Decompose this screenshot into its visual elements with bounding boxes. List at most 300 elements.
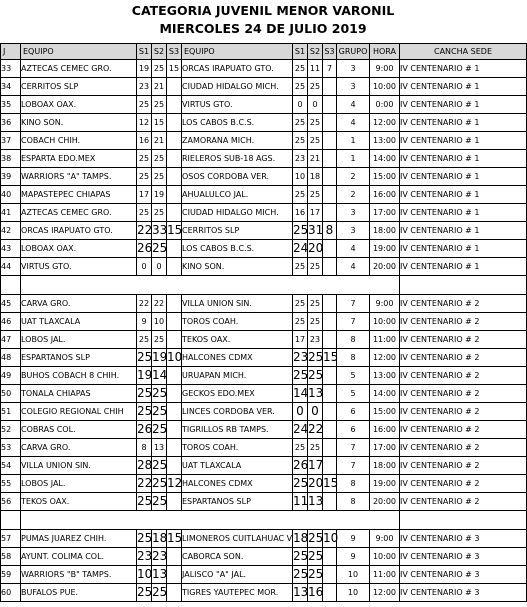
set3-away-cell bbox=[323, 258, 337, 276]
header-s3: S3 bbox=[167, 44, 182, 60]
set3-away-cell bbox=[323, 403, 337, 421]
set3-away-cell bbox=[323, 150, 337, 168]
set3-home-cell bbox=[167, 150, 182, 168]
time-cell: 15:00 bbox=[370, 168, 400, 186]
venue-cell: IV CENTENARIO # 2 bbox=[400, 403, 527, 421]
team-home-cell: WARRIORS "B" TAMPS. bbox=[21, 566, 137, 584]
set1-away-cell: 10 bbox=[293, 168, 308, 186]
set3-away-cell bbox=[323, 385, 337, 403]
spacer-cell bbox=[400, 276, 527, 295]
set3-home-cell: 10 bbox=[167, 349, 182, 367]
team-away-cell: LOS CABOS B.C.S. bbox=[182, 114, 293, 132]
match-number-cell: 58 bbox=[1, 548, 21, 566]
spacer-cell bbox=[137, 511, 152, 530]
set1-home-cell: 23 bbox=[137, 548, 152, 566]
set2-home-cell: 25 bbox=[152, 96, 167, 114]
set2-home-cell: 25 bbox=[152, 60, 167, 78]
spacer-cell bbox=[293, 276, 308, 295]
team-home-cell: PUMAS JUAREZ CHIH. bbox=[21, 530, 137, 548]
venue-cell: IV CENTENARIO # 2 bbox=[400, 457, 527, 475]
team-home-cell: COBACH CHIH. bbox=[21, 132, 137, 150]
time-cell: 10:00 bbox=[370, 313, 400, 331]
venue-cell: IV CENTENARIO # 1 bbox=[400, 240, 527, 258]
set2-away-cell: 17 bbox=[308, 457, 323, 475]
group-cell: 8 bbox=[337, 349, 370, 367]
spacer-cell bbox=[167, 276, 182, 295]
set3-home-cell bbox=[167, 168, 182, 186]
set1-away-cell: 25 bbox=[293, 367, 308, 385]
group-cell: 2 bbox=[337, 168, 370, 186]
set3-home-cell bbox=[167, 439, 182, 457]
set2-away-cell: 25 bbox=[308, 78, 323, 96]
set2-away-cell: 18 bbox=[308, 168, 323, 186]
page-title: CATEGORIA JUVENIL MENOR VARONIL bbox=[131, 3, 395, 18]
match-number-cell: 51 bbox=[1, 403, 21, 421]
set2-home-cell: 25 bbox=[152, 240, 167, 258]
table-row bbox=[1, 204, 527, 222]
table-row bbox=[1, 548, 527, 566]
match-number-cell: 40 bbox=[1, 186, 21, 204]
set3-away-cell bbox=[323, 493, 337, 511]
spacer-cell bbox=[293, 511, 308, 530]
group-cell: 10 bbox=[337, 566, 370, 584]
time-cell: 16:00 bbox=[370, 186, 400, 204]
match-number-cell: 47 bbox=[1, 331, 21, 349]
spacer-row bbox=[1, 511, 527, 530]
set3-away-cell bbox=[323, 367, 337, 385]
set3-home-cell bbox=[167, 331, 182, 349]
group-cell: 7 bbox=[337, 295, 370, 313]
set1-away-cell: 18 bbox=[293, 530, 308, 548]
set2-home-cell: 25 bbox=[152, 493, 167, 511]
group-cell: 4 bbox=[337, 240, 370, 258]
match-number-cell: 55 bbox=[1, 475, 21, 493]
set2-away-cell: 11 bbox=[308, 60, 323, 78]
team-home-cell: TEKOS OAX. bbox=[21, 493, 137, 511]
match-number-cell: 46 bbox=[1, 313, 21, 331]
team-home-cell: WARRIORS "A" TAMPS. bbox=[21, 168, 137, 186]
time-cell: 10:00 bbox=[370, 78, 400, 96]
table-row bbox=[1, 313, 527, 331]
set1-away-cell: 25 bbox=[293, 114, 308, 132]
set2-away-cell: 31 bbox=[308, 222, 323, 240]
team-home-cell: AZTECAS CEMEC GRO. bbox=[21, 204, 137, 222]
table-row bbox=[1, 349, 527, 367]
set3-home-cell bbox=[167, 548, 182, 566]
group-cell: 4 bbox=[337, 114, 370, 132]
set2-home-cell: 25 bbox=[152, 421, 167, 439]
set2-away-cell: 22 bbox=[308, 421, 323, 439]
set2-away-cell: 25 bbox=[308, 114, 323, 132]
group-cell: 8 bbox=[337, 493, 370, 511]
table-row bbox=[1, 78, 527, 96]
team-away-cell: LIMONEROS CUITLAHUAC V bbox=[182, 530, 293, 548]
match-number-cell: 41 bbox=[1, 204, 21, 222]
set1-away-cell: 25 bbox=[293, 60, 308, 78]
set1-home-cell: 8 bbox=[137, 439, 152, 457]
set1-home-cell: 25 bbox=[137, 403, 152, 421]
table-row bbox=[1, 186, 527, 204]
group-cell: 4 bbox=[337, 96, 370, 114]
venue-cell: IV CENTENARIO # 2 bbox=[400, 421, 527, 439]
set3-away-cell: 10 bbox=[323, 530, 337, 548]
team-home-cell: COBRAS COL. bbox=[21, 421, 137, 439]
spacer-cell bbox=[21, 511, 137, 530]
spacer-cell bbox=[308, 511, 323, 530]
table-row bbox=[1, 457, 527, 475]
set1-home-cell: 25 bbox=[137, 204, 152, 222]
match-number-cell: 42 bbox=[1, 222, 21, 240]
set1-away-cell: 25 bbox=[293, 222, 308, 240]
set2-away-cell: 25 bbox=[308, 132, 323, 150]
venue-cell: IV CENTENARIO # 1 bbox=[400, 96, 527, 114]
venue-cell: IV CENTENARIO # 2 bbox=[400, 295, 527, 313]
set2-away-cell: 13 bbox=[308, 385, 323, 403]
set3-away-cell bbox=[323, 457, 337, 475]
group-cell: 6 bbox=[337, 421, 370, 439]
set2-away-cell: 0 bbox=[308, 96, 323, 114]
set2-home-cell: 23 bbox=[152, 548, 167, 566]
match-number-cell: 56 bbox=[1, 493, 21, 511]
header-s2-b: S2 bbox=[308, 44, 323, 60]
set2-home-cell: 22 bbox=[152, 295, 167, 313]
set3-away-cell bbox=[323, 331, 337, 349]
match-number-cell: 53 bbox=[1, 439, 21, 457]
set1-home-cell: 25 bbox=[137, 385, 152, 403]
team-home-cell: VIRTUS GTO. bbox=[21, 258, 137, 276]
team-away-cell: TOROS COAH. bbox=[182, 439, 293, 457]
header-s1: S1 bbox=[137, 44, 152, 60]
team-away-cell: URUAPAN MICH. bbox=[182, 367, 293, 385]
group-cell: 3 bbox=[337, 222, 370, 240]
set1-away-cell: 25 bbox=[293, 313, 308, 331]
set1-home-cell: 0 bbox=[137, 258, 152, 276]
set1-away-cell: 25 bbox=[293, 132, 308, 150]
set1-home-cell: 16 bbox=[137, 132, 152, 150]
header-s2: S2 bbox=[152, 44, 167, 60]
set2-home-cell: 25 bbox=[152, 385, 167, 403]
table-row bbox=[1, 566, 527, 584]
set2-away-cell: 25 bbox=[308, 349, 323, 367]
set2-away-cell: 23 bbox=[308, 331, 323, 349]
table-row bbox=[1, 475, 527, 493]
set3-away-cell bbox=[323, 204, 337, 222]
team-away-cell: VIRTUS GTO. bbox=[182, 96, 293, 114]
set2-home-cell: 19 bbox=[152, 349, 167, 367]
match-number-cell: 43 bbox=[1, 240, 21, 258]
match-number-cell: 48 bbox=[1, 349, 21, 367]
time-cell: 16:00 bbox=[370, 421, 400, 439]
spacer-cell bbox=[400, 511, 527, 530]
set1-home-cell: 26 bbox=[137, 240, 152, 258]
set2-home-cell: 19 bbox=[152, 186, 167, 204]
team-away-cell: TIGRILLOS RB TAMPS. bbox=[182, 421, 293, 439]
set1-away-cell: 23 bbox=[293, 150, 308, 168]
match-number-cell: 49 bbox=[1, 367, 21, 385]
set1-away-cell: 13 bbox=[293, 584, 308, 602]
header-sede: CANCHA SEDE bbox=[400, 44, 527, 60]
match-number-cell: 60 bbox=[1, 584, 21, 602]
time-cell: 20:00 bbox=[370, 258, 400, 276]
team-home-cell: ORCAS IRAPUATO GTO. bbox=[21, 222, 137, 240]
schedule-table bbox=[0, 43, 527, 602]
spacer-cell bbox=[182, 511, 293, 530]
group-cell: 2 bbox=[337, 186, 370, 204]
set1-away-cell: 24 bbox=[293, 421, 308, 439]
set1-home-cell: 9 bbox=[137, 313, 152, 331]
set3-away-cell bbox=[323, 96, 337, 114]
set3-home-cell bbox=[167, 96, 182, 114]
match-number-cell: 50 bbox=[1, 385, 21, 403]
team-home-cell: BUFALOS PUE. bbox=[21, 584, 137, 602]
team-away-cell: CIUDAD HIDALGO MICH. bbox=[182, 78, 293, 96]
time-cell: 11:00 bbox=[370, 331, 400, 349]
set2-away-cell: 20 bbox=[308, 475, 323, 493]
venue-cell: IV CENTENARIO # 3 bbox=[400, 584, 527, 602]
set3-away-cell bbox=[323, 168, 337, 186]
match-number-cell: 37 bbox=[1, 132, 21, 150]
venue-cell: IV CENTENARIO # 1 bbox=[400, 132, 527, 150]
spacer-cell bbox=[182, 276, 293, 295]
venue-cell: IV CENTENARIO # 3 bbox=[400, 530, 527, 548]
set1-home-cell: 25 bbox=[137, 349, 152, 367]
venue-cell: IV CENTENARIO # 2 bbox=[400, 475, 527, 493]
time-cell: 18:00 bbox=[370, 457, 400, 475]
match-number-cell: 38 bbox=[1, 150, 21, 168]
group-cell: 7 bbox=[337, 313, 370, 331]
team-away-cell: ORCAS IRAPUATO GTO. bbox=[182, 60, 293, 78]
venue-cell: IV CENTENARIO # 3 bbox=[400, 566, 527, 584]
set1-away-cell: 11 bbox=[293, 493, 308, 511]
table-row bbox=[1, 530, 527, 548]
time-cell: 17:00 bbox=[370, 204, 400, 222]
set1-home-cell: 25 bbox=[137, 493, 152, 511]
set1-home-cell: 19 bbox=[137, 367, 152, 385]
set1-home-cell: 25 bbox=[137, 168, 152, 186]
set2-away-cell: 25 bbox=[308, 313, 323, 331]
set3-home-cell: 15 bbox=[167, 222, 182, 240]
team-away-cell: CERRITOS SLP bbox=[182, 222, 293, 240]
set2-away-cell: 25 bbox=[308, 295, 323, 313]
table-row bbox=[1, 385, 527, 403]
set2-home-cell: 15 bbox=[152, 114, 167, 132]
table-row bbox=[1, 439, 527, 457]
team-home-cell: KINO SON. bbox=[21, 114, 137, 132]
team-away-cell: TIGRES YAUTEPEC MOR. bbox=[182, 584, 293, 602]
team-home-cell: LOBOAX OAX. bbox=[21, 96, 137, 114]
set3-home-cell bbox=[167, 566, 182, 584]
spacer-cell bbox=[337, 511, 370, 530]
set1-home-cell: 10 bbox=[137, 566, 152, 584]
team-home-cell: TONALA CHIAPAS bbox=[21, 385, 137, 403]
table-row bbox=[1, 240, 527, 258]
header-equipo-1: EQUIPO bbox=[21, 44, 137, 60]
set1-away-cell: 0 bbox=[293, 403, 308, 421]
group-cell: 9 bbox=[337, 548, 370, 566]
time-cell: 13:00 bbox=[370, 132, 400, 150]
group-cell: 3 bbox=[337, 78, 370, 96]
set3-home-cell bbox=[167, 385, 182, 403]
team-away-cell: RIELEROS SUB-18 AGS. bbox=[182, 150, 293, 168]
set2-away-cell: 21 bbox=[308, 150, 323, 168]
time-cell: 13:00 bbox=[370, 367, 400, 385]
set2-home-cell: 13 bbox=[152, 566, 167, 584]
set3-away-cell: 15 bbox=[323, 349, 337, 367]
set1-home-cell: 25 bbox=[137, 331, 152, 349]
spacer-row bbox=[1, 276, 527, 295]
set1-away-cell: 25 bbox=[293, 258, 308, 276]
table-row bbox=[1, 403, 527, 421]
venue-cell: IV CENTENARIO # 2 bbox=[400, 439, 527, 457]
spacer-cell bbox=[152, 276, 167, 295]
set2-home-cell: 25 bbox=[152, 204, 167, 222]
group-cell: 8 bbox=[337, 331, 370, 349]
set3-away-cell bbox=[323, 548, 337, 566]
set3-home-cell bbox=[167, 258, 182, 276]
team-home-cell: MAPASTEPEC CHIAPAS bbox=[21, 186, 137, 204]
match-number-cell: 33 bbox=[1, 60, 21, 78]
team-away-cell: ZAMORANA MICH. bbox=[182, 132, 293, 150]
team-home-cell: LOBOS JAL. bbox=[21, 475, 137, 493]
set2-away-cell: 25 bbox=[308, 367, 323, 385]
team-home-cell: CERRITOS SLP bbox=[21, 78, 137, 96]
team-away-cell: UAT TLAXCALA bbox=[182, 457, 293, 475]
team-away-cell: HALCONES CDMX bbox=[182, 475, 293, 493]
set3-home-cell bbox=[167, 421, 182, 439]
set2-home-cell: 10 bbox=[152, 313, 167, 331]
venue-cell: IV CENTENARIO # 1 bbox=[400, 60, 527, 78]
match-number-cell: 54 bbox=[1, 457, 21, 475]
team-home-cell: CARVA GRO. bbox=[21, 295, 137, 313]
venue-cell: IV CENTENARIO # 2 bbox=[400, 349, 527, 367]
set2-away-cell: 25 bbox=[308, 548, 323, 566]
header-j: J bbox=[1, 44, 21, 60]
match-number-cell: 36 bbox=[1, 114, 21, 132]
group-cell: 5 bbox=[337, 385, 370, 403]
set1-home-cell: 19 bbox=[137, 60, 152, 78]
set3-away-cell bbox=[323, 186, 337, 204]
table-row bbox=[1, 222, 527, 240]
team-away-cell: LOS CABOS B.C.S. bbox=[182, 240, 293, 258]
set2-away-cell: 17 bbox=[308, 204, 323, 222]
venue-cell: IV CENTENARIO # 1 bbox=[400, 168, 527, 186]
header-s3-b: S3 bbox=[323, 44, 337, 60]
match-number-cell: 52 bbox=[1, 421, 21, 439]
team-away-cell: AHUALULCO JAL. bbox=[182, 186, 293, 204]
time-cell: 9:00 bbox=[370, 60, 400, 78]
set2-home-cell: 33 bbox=[152, 222, 167, 240]
match-number-cell: 34 bbox=[1, 78, 21, 96]
team-away-cell: VILLA UNION SIN. bbox=[182, 295, 293, 313]
page-subtitle: MIERCOLES 24 DE JULIO 2019 bbox=[159, 21, 367, 36]
set1-away-cell: 25 bbox=[293, 439, 308, 457]
team-home-cell: UAT TLAXCALA bbox=[21, 313, 137, 331]
set1-away-cell: 25 bbox=[293, 186, 308, 204]
set1-home-cell: 23 bbox=[137, 78, 152, 96]
set1-away-cell: 25 bbox=[293, 475, 308, 493]
set2-home-cell: 25 bbox=[152, 584, 167, 602]
time-cell: 20:00 bbox=[370, 493, 400, 511]
time-cell: 12:00 bbox=[370, 114, 400, 132]
set3-away-cell bbox=[323, 439, 337, 457]
set2-away-cell: 25 bbox=[308, 439, 323, 457]
set1-home-cell: 25 bbox=[137, 530, 152, 548]
set3-away-cell bbox=[323, 78, 337, 96]
match-number-cell: 57 bbox=[1, 530, 21, 548]
group-cell: 4 bbox=[337, 258, 370, 276]
team-away-cell: ESPARTANOS SLP bbox=[182, 493, 293, 511]
set3-home-cell: 15 bbox=[167, 530, 182, 548]
set2-home-cell: 13 bbox=[152, 439, 167, 457]
team-away-cell: CIUDAD HIDALGO MICH. bbox=[182, 204, 293, 222]
set3-away-cell bbox=[323, 584, 337, 602]
spacer-cell bbox=[1, 276, 21, 295]
schedule-body bbox=[1, 60, 527, 602]
set2-away-cell: 13 bbox=[308, 493, 323, 511]
team-away-cell: OSOS CORDOBA VER. bbox=[182, 168, 293, 186]
set1-away-cell: 25 bbox=[293, 78, 308, 96]
set2-home-cell: 0 bbox=[152, 258, 167, 276]
spacer-cell bbox=[337, 276, 370, 295]
venue-cell: IV CENTENARIO # 2 bbox=[400, 313, 527, 331]
time-cell: 15:00 bbox=[370, 403, 400, 421]
venue-cell: IV CENTENARIO # 1 bbox=[400, 204, 527, 222]
set2-away-cell: 16 bbox=[308, 584, 323, 602]
group-cell: 5 bbox=[337, 367, 370, 385]
set1-home-cell: 22 bbox=[137, 222, 152, 240]
team-home-cell: BUHOS COBACH 8 CHIH. bbox=[21, 367, 137, 385]
set1-away-cell: 17 bbox=[293, 331, 308, 349]
venue-cell: IV CENTENARIO # 2 bbox=[400, 493, 527, 511]
spacer-cell bbox=[152, 511, 167, 530]
header-row bbox=[1, 44, 527, 60]
set2-home-cell: 21 bbox=[152, 132, 167, 150]
team-away-cell: LINCES CORDOBA VER. bbox=[182, 403, 293, 421]
match-number-cell: 59 bbox=[1, 566, 21, 584]
set3-away-cell bbox=[323, 295, 337, 313]
set3-home-cell bbox=[167, 584, 182, 602]
table-row bbox=[1, 331, 527, 349]
spacer-cell bbox=[323, 276, 337, 295]
match-number-cell: 44 bbox=[1, 258, 21, 276]
venue-cell: IV CENTENARIO # 2 bbox=[400, 331, 527, 349]
set2-home-cell: 25 bbox=[152, 168, 167, 186]
set3-away-cell bbox=[323, 132, 337, 150]
spacer-cell bbox=[1, 511, 21, 530]
group-cell: 3 bbox=[337, 60, 370, 78]
table-row bbox=[1, 114, 527, 132]
venue-cell: IV CENTENARIO # 1 bbox=[400, 150, 527, 168]
set1-home-cell: 17 bbox=[137, 186, 152, 204]
set2-away-cell: 0 bbox=[308, 403, 323, 421]
spacer-cell bbox=[137, 276, 152, 295]
set3-away-cell bbox=[323, 566, 337, 584]
set2-away-cell: 25 bbox=[308, 566, 323, 584]
time-cell: 0:00 bbox=[370, 96, 400, 114]
time-cell: 14:00 bbox=[370, 150, 400, 168]
table-row bbox=[1, 168, 527, 186]
venue-cell: IV CENTENARIO # 3 bbox=[400, 548, 527, 566]
set1-away-cell: 25 bbox=[293, 548, 308, 566]
team-away-cell: GECKOS EDO.MEX bbox=[182, 385, 293, 403]
venue-cell: IV CENTENARIO # 1 bbox=[400, 78, 527, 96]
set2-home-cell: 14 bbox=[152, 367, 167, 385]
spacer-cell bbox=[308, 276, 323, 295]
time-cell: 19:00 bbox=[370, 240, 400, 258]
group-cell: 7 bbox=[337, 457, 370, 475]
set3-home-cell: 15 bbox=[167, 60, 182, 78]
set3-home-cell bbox=[167, 78, 182, 96]
